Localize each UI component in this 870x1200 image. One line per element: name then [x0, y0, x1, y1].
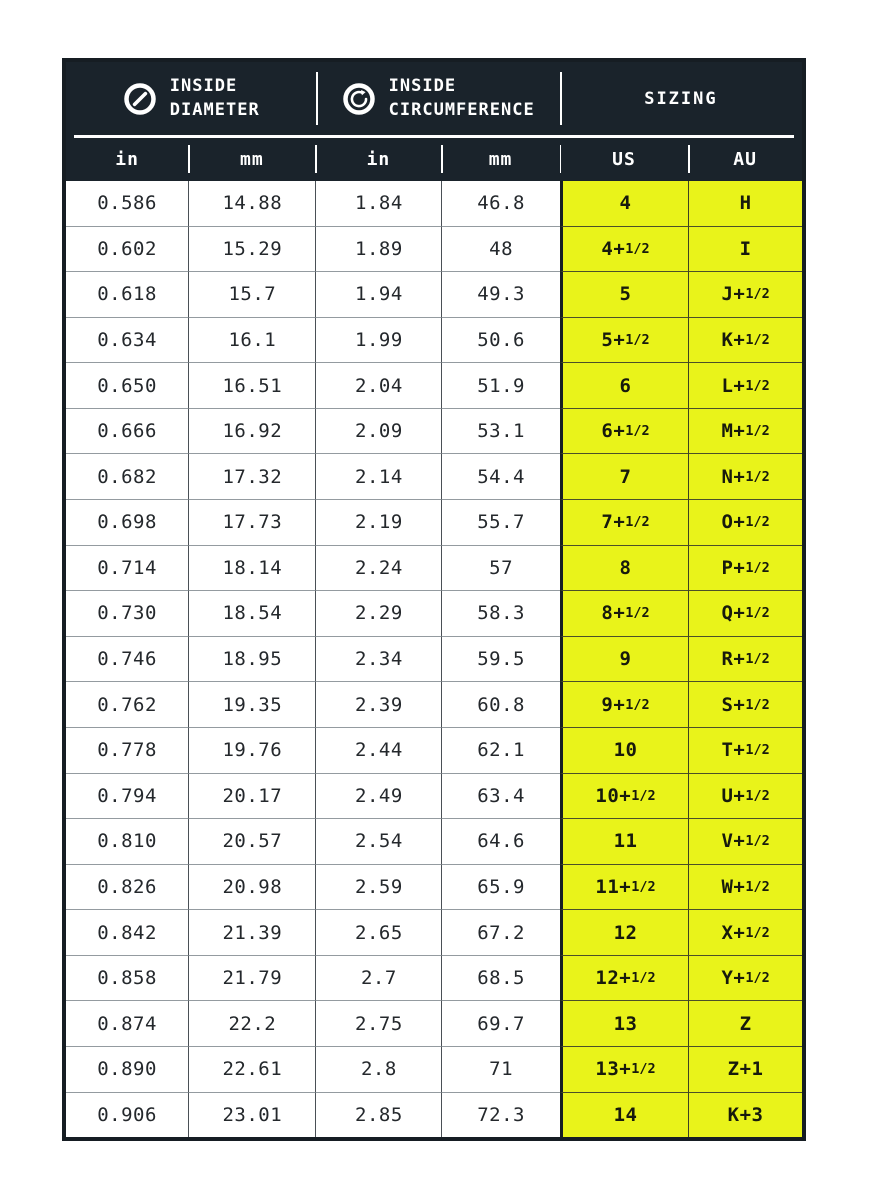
table-row [66, 864, 802, 910]
cell-diameter-in: 0.682 [66, 453, 188, 499]
cell-circumference-mm: 59.5 [441, 636, 559, 682]
cell-circumference-in: 2.49 [315, 773, 441, 819]
cell-diameter-mm: 20.17 [188, 773, 315, 819]
cell-size-us: 10+ 1/2 [560, 773, 688, 819]
cell-circumference-in: 2.04 [315, 362, 441, 408]
cell-size-us: 7 [560, 453, 688, 499]
cell-circumference-in: 2.09 [315, 408, 441, 454]
half-fraction: 1/2 [745, 286, 770, 303]
cell-diameter-in: 0.858 [66, 955, 188, 1001]
half-fraction: 1/2 [745, 970, 770, 987]
header-group-sizing [560, 62, 802, 135]
half-fraction: 1/2 [631, 787, 656, 804]
header-group-inside-diameter [66, 62, 316, 135]
cell-diameter-mm: 15.7 [188, 271, 315, 317]
cell-size-us: 6+ 1/2 [560, 408, 688, 454]
subheader-divider [560, 145, 562, 173]
cell-circumference-mm: 68.5 [441, 955, 559, 1001]
cell-diameter-in: 0.842 [66, 909, 188, 955]
half-fraction: 1/2 [745, 377, 770, 394]
header-divider [560, 72, 562, 125]
cell-size-us: 12+ 1/2 [560, 955, 688, 1001]
cell-size-au: T+ 1/2 [688, 727, 802, 773]
subheader-diameter-mm: mm [188, 138, 315, 182]
cell-size-us: 14 [560, 1092, 688, 1138]
cell-diameter-in: 0.890 [66, 1046, 188, 1092]
cell-circumference-in: 2.34 [315, 636, 441, 682]
table-row [66, 499, 802, 545]
header-label-line2: DIAMETER [169, 99, 260, 120]
cell-diameter-mm: 16.92 [188, 408, 315, 454]
cell-diameter-in: 0.906 [66, 1092, 188, 1138]
table-row [66, 226, 802, 272]
cell-diameter-in: 0.794 [66, 773, 188, 819]
table-row [66, 271, 802, 317]
cell-circumference-mm: 54.4 [441, 453, 559, 499]
table-row [66, 362, 802, 408]
cell-size-us: 12 [560, 909, 688, 955]
cell-circumference-mm: 72.3 [441, 1092, 559, 1138]
cell-size-au: Z [688, 1000, 802, 1046]
cell-circumference-mm: 58.3 [441, 590, 559, 636]
table-row [66, 1000, 802, 1046]
table-row [66, 818, 802, 864]
cell-circumference-mm: 65.9 [441, 864, 559, 910]
cell-circumference-mm: 53.1 [441, 408, 559, 454]
cell-diameter-mm: 17.32 [188, 453, 315, 499]
cell-size-au: K+ 1/2 [688, 317, 802, 363]
half-fraction: 1/2 [631, 970, 656, 987]
cell-circumference-mm: 51.9 [441, 362, 559, 408]
half-fraction: 1/2 [631, 878, 656, 895]
cell-diameter-in: 0.714 [66, 545, 188, 591]
cell-circumference-mm: 48 [441, 226, 559, 272]
table-row [66, 636, 802, 682]
half-fraction: 1/2 [631, 1061, 656, 1078]
cell-diameter-mm: 20.57 [188, 818, 315, 864]
half-fraction: 1/2 [625, 514, 650, 531]
cell-size-au: P+ 1/2 [688, 545, 802, 591]
cell-size-au: U+ 1/2 [688, 773, 802, 819]
table-row [66, 727, 802, 773]
cell-diameter-in: 0.618 [66, 271, 188, 317]
ring-size-chart [62, 58, 806, 1141]
cell-circumference-in: 2.75 [315, 1000, 441, 1046]
cell-diameter-in: 0.634 [66, 317, 188, 363]
cell-circumference-mm: 69.7 [441, 1000, 559, 1046]
cell-size-us: 8 [560, 545, 688, 591]
cell-circumference-mm: 71 [441, 1046, 559, 1092]
cell-circumference-in: 2.7 [315, 955, 441, 1001]
subheader-circumference-in: in [315, 138, 441, 182]
cell-diameter-mm: 20.98 [188, 864, 315, 910]
cell-size-au: M+ 1/2 [688, 408, 802, 454]
table-row [66, 545, 802, 591]
cell-size-us: 5 [560, 271, 688, 317]
cell-diameter-mm: 18.14 [188, 545, 315, 591]
cell-diameter-mm: 19.35 [188, 681, 315, 727]
cell-size-au: R+ 1/2 [688, 636, 802, 682]
cell-size-au: V+ 1/2 [688, 818, 802, 864]
table-header [66, 62, 802, 135]
cell-diameter-in: 0.762 [66, 681, 188, 727]
cell-size-us: 8+ 1/2 [560, 590, 688, 636]
cell-circumference-mm: 60.8 [441, 681, 559, 727]
diameter-icon [122, 81, 158, 117]
cell-circumference-in: 2.8 [315, 1046, 441, 1092]
subheader-divider [315, 145, 317, 173]
cell-circumference-in: 2.24 [315, 545, 441, 591]
cell-diameter-in: 0.778 [66, 727, 188, 773]
cell-circumference-in: 1.99 [315, 317, 441, 363]
table-row [66, 590, 802, 636]
header-divider [316, 72, 318, 125]
cell-diameter-in: 0.826 [66, 864, 188, 910]
half-fraction: 1/2 [745, 651, 770, 668]
cell-diameter-mm: 23.01 [188, 1092, 315, 1138]
cell-size-us: 9+ 1/2 [560, 681, 688, 727]
cell-circumference-in: 2.54 [315, 818, 441, 864]
cell-circumference-mm: 62.1 [441, 727, 559, 773]
cell-diameter-in: 0.586 [66, 181, 188, 226]
cell-size-au: Z+1 [688, 1046, 802, 1092]
cell-size-us: 10 [560, 727, 688, 773]
cell-size-au: X+ 1/2 [688, 909, 802, 955]
half-fraction: 1/2 [625, 240, 650, 257]
cell-diameter-mm: 16.51 [188, 362, 315, 408]
cell-size-us: 11+ 1/2 [560, 864, 688, 910]
subheader-row [66, 138, 802, 182]
cell-circumference-mm: 55.7 [441, 499, 559, 545]
header-label-sizing: SIZING [644, 88, 718, 109]
table-row [66, 453, 802, 499]
cell-diameter-mm: 18.95 [188, 636, 315, 682]
half-fraction: 1/2 [745, 878, 770, 895]
circumference-icon [341, 81, 377, 117]
cell-circumference-in: 2.59 [315, 864, 441, 910]
cell-circumference-mm: 50.6 [441, 317, 559, 363]
table-row [66, 955, 802, 1001]
cell-circumference-in: 1.94 [315, 271, 441, 317]
cell-size-au: W+ 1/2 [688, 864, 802, 910]
cell-size-au: L+ 1/2 [688, 362, 802, 408]
cell-size-au: S+ 1/2 [688, 681, 802, 727]
subheader-circumference-mm: mm [441, 138, 559, 182]
cell-size-au: N+ 1/2 [688, 453, 802, 499]
cell-diameter-mm: 17.73 [188, 499, 315, 545]
subheader-size-au: AU [688, 138, 802, 182]
half-fraction: 1/2 [745, 833, 770, 850]
cell-size-us: 4+ 1/2 [560, 226, 688, 272]
cell-circumference-in: 1.84 [315, 181, 441, 226]
half-fraction: 1/2 [745, 514, 770, 531]
subheader-divider [188, 145, 190, 173]
cell-size-us: 13+ 1/2 [560, 1046, 688, 1092]
cell-diameter-mm: 15.29 [188, 226, 315, 272]
cell-size-us: 5+ 1/2 [560, 317, 688, 363]
cell-diameter-mm: 14.88 [188, 181, 315, 226]
cell-size-us: 9 [560, 636, 688, 682]
cell-size-us: 6 [560, 362, 688, 408]
cell-circumference-in: 2.19 [315, 499, 441, 545]
cell-diameter-in: 0.650 [66, 362, 188, 408]
subheader-divider [441, 145, 443, 173]
cell-size-au: H [688, 181, 802, 226]
cell-diameter-mm: 16.1 [188, 317, 315, 363]
half-fraction: 1/2 [745, 332, 770, 349]
header-label-inside-circumference [389, 75, 535, 123]
cell-diameter-in: 0.602 [66, 226, 188, 272]
cell-diameter-in: 0.666 [66, 408, 188, 454]
cell-circumference-in: 2.65 [315, 909, 441, 955]
cell-circumference-in: 1.89 [315, 226, 441, 272]
table-body [66, 181, 802, 1137]
cell-diameter-mm: 18.54 [188, 590, 315, 636]
cell-diameter-in: 0.746 [66, 636, 188, 682]
half-fraction: 1/2 [745, 924, 770, 941]
table-row [66, 317, 802, 363]
subheader-divider [688, 145, 690, 173]
cell-size-au: Y+ 1/2 [688, 955, 802, 1001]
cell-diameter-in: 0.810 [66, 818, 188, 864]
table-row [66, 773, 802, 819]
half-fraction: 1/2 [745, 696, 770, 713]
cell-circumference-in: 2.44 [315, 727, 441, 773]
header-group-inside-circumference [316, 62, 560, 135]
cell-size-us: 13 [560, 1000, 688, 1046]
half-fraction: 1/2 [625, 423, 650, 440]
cell-diameter-mm: 19.76 [188, 727, 315, 773]
cell-size-au: I [688, 226, 802, 272]
header-label-inside-diameter [170, 75, 260, 123]
cell-size-au: J+ 1/2 [688, 271, 802, 317]
cell-circumference-in: 2.29 [315, 590, 441, 636]
cell-size-au: O+ 1/2 [688, 499, 802, 545]
cell-circumference-mm: 63.4 [441, 773, 559, 819]
table-row [66, 1092, 802, 1138]
half-fraction: 1/2 [625, 696, 650, 713]
table-row [66, 681, 802, 727]
cell-circumference-mm: 57 [441, 545, 559, 591]
header-label-line1: INSIDE [388, 75, 457, 96]
half-fraction: 1/2 [745, 787, 770, 804]
cell-circumference-mm: 46.8 [441, 181, 559, 226]
table-row [66, 408, 802, 454]
half-fraction: 1/2 [745, 423, 770, 440]
table-row [66, 909, 802, 955]
table-row [66, 1046, 802, 1092]
half-fraction: 1/2 [625, 332, 650, 349]
cell-size-au: Q+ 1/2 [688, 590, 802, 636]
table-row [66, 181, 802, 226]
cell-circumference-mm: 49.3 [441, 271, 559, 317]
cell-circumference-in: 2.85 [315, 1092, 441, 1138]
cell-circumference-in: 2.39 [315, 681, 441, 727]
cell-diameter-mm: 21.79 [188, 955, 315, 1001]
cell-diameter-mm: 22.2 [188, 1000, 315, 1046]
cell-diameter-mm: 22.61 [188, 1046, 315, 1092]
cell-size-us: 4 [560, 181, 688, 226]
half-fraction: 1/2 [745, 559, 770, 576]
header-label-line2: CIRCUMFERENCE [388, 99, 535, 120]
cell-size-us: 7+ 1/2 [560, 499, 688, 545]
cell-diameter-in: 0.730 [66, 590, 188, 636]
half-fraction: 1/2 [745, 742, 770, 759]
half-fraction: 1/2 [625, 605, 650, 622]
half-fraction: 1/2 [745, 605, 770, 622]
cell-circumference-in: 2.14 [315, 453, 441, 499]
header-label-line1: INSIDE [169, 75, 238, 96]
cell-diameter-in: 0.874 [66, 1000, 188, 1046]
cell-circumference-mm: 64.6 [441, 818, 559, 864]
subheader-size-us: US [560, 138, 688, 182]
cell-size-au: K+3 [688, 1092, 802, 1138]
subheader-diameter-in: in [115, 148, 139, 170]
cell-size-us: 11 [560, 818, 688, 864]
cell-diameter-mm: 21.39 [188, 909, 315, 955]
cell-circumference-mm: 67.2 [441, 909, 559, 955]
half-fraction: 1/2 [745, 468, 770, 485]
cell-diameter-in: 0.698 [66, 499, 188, 545]
